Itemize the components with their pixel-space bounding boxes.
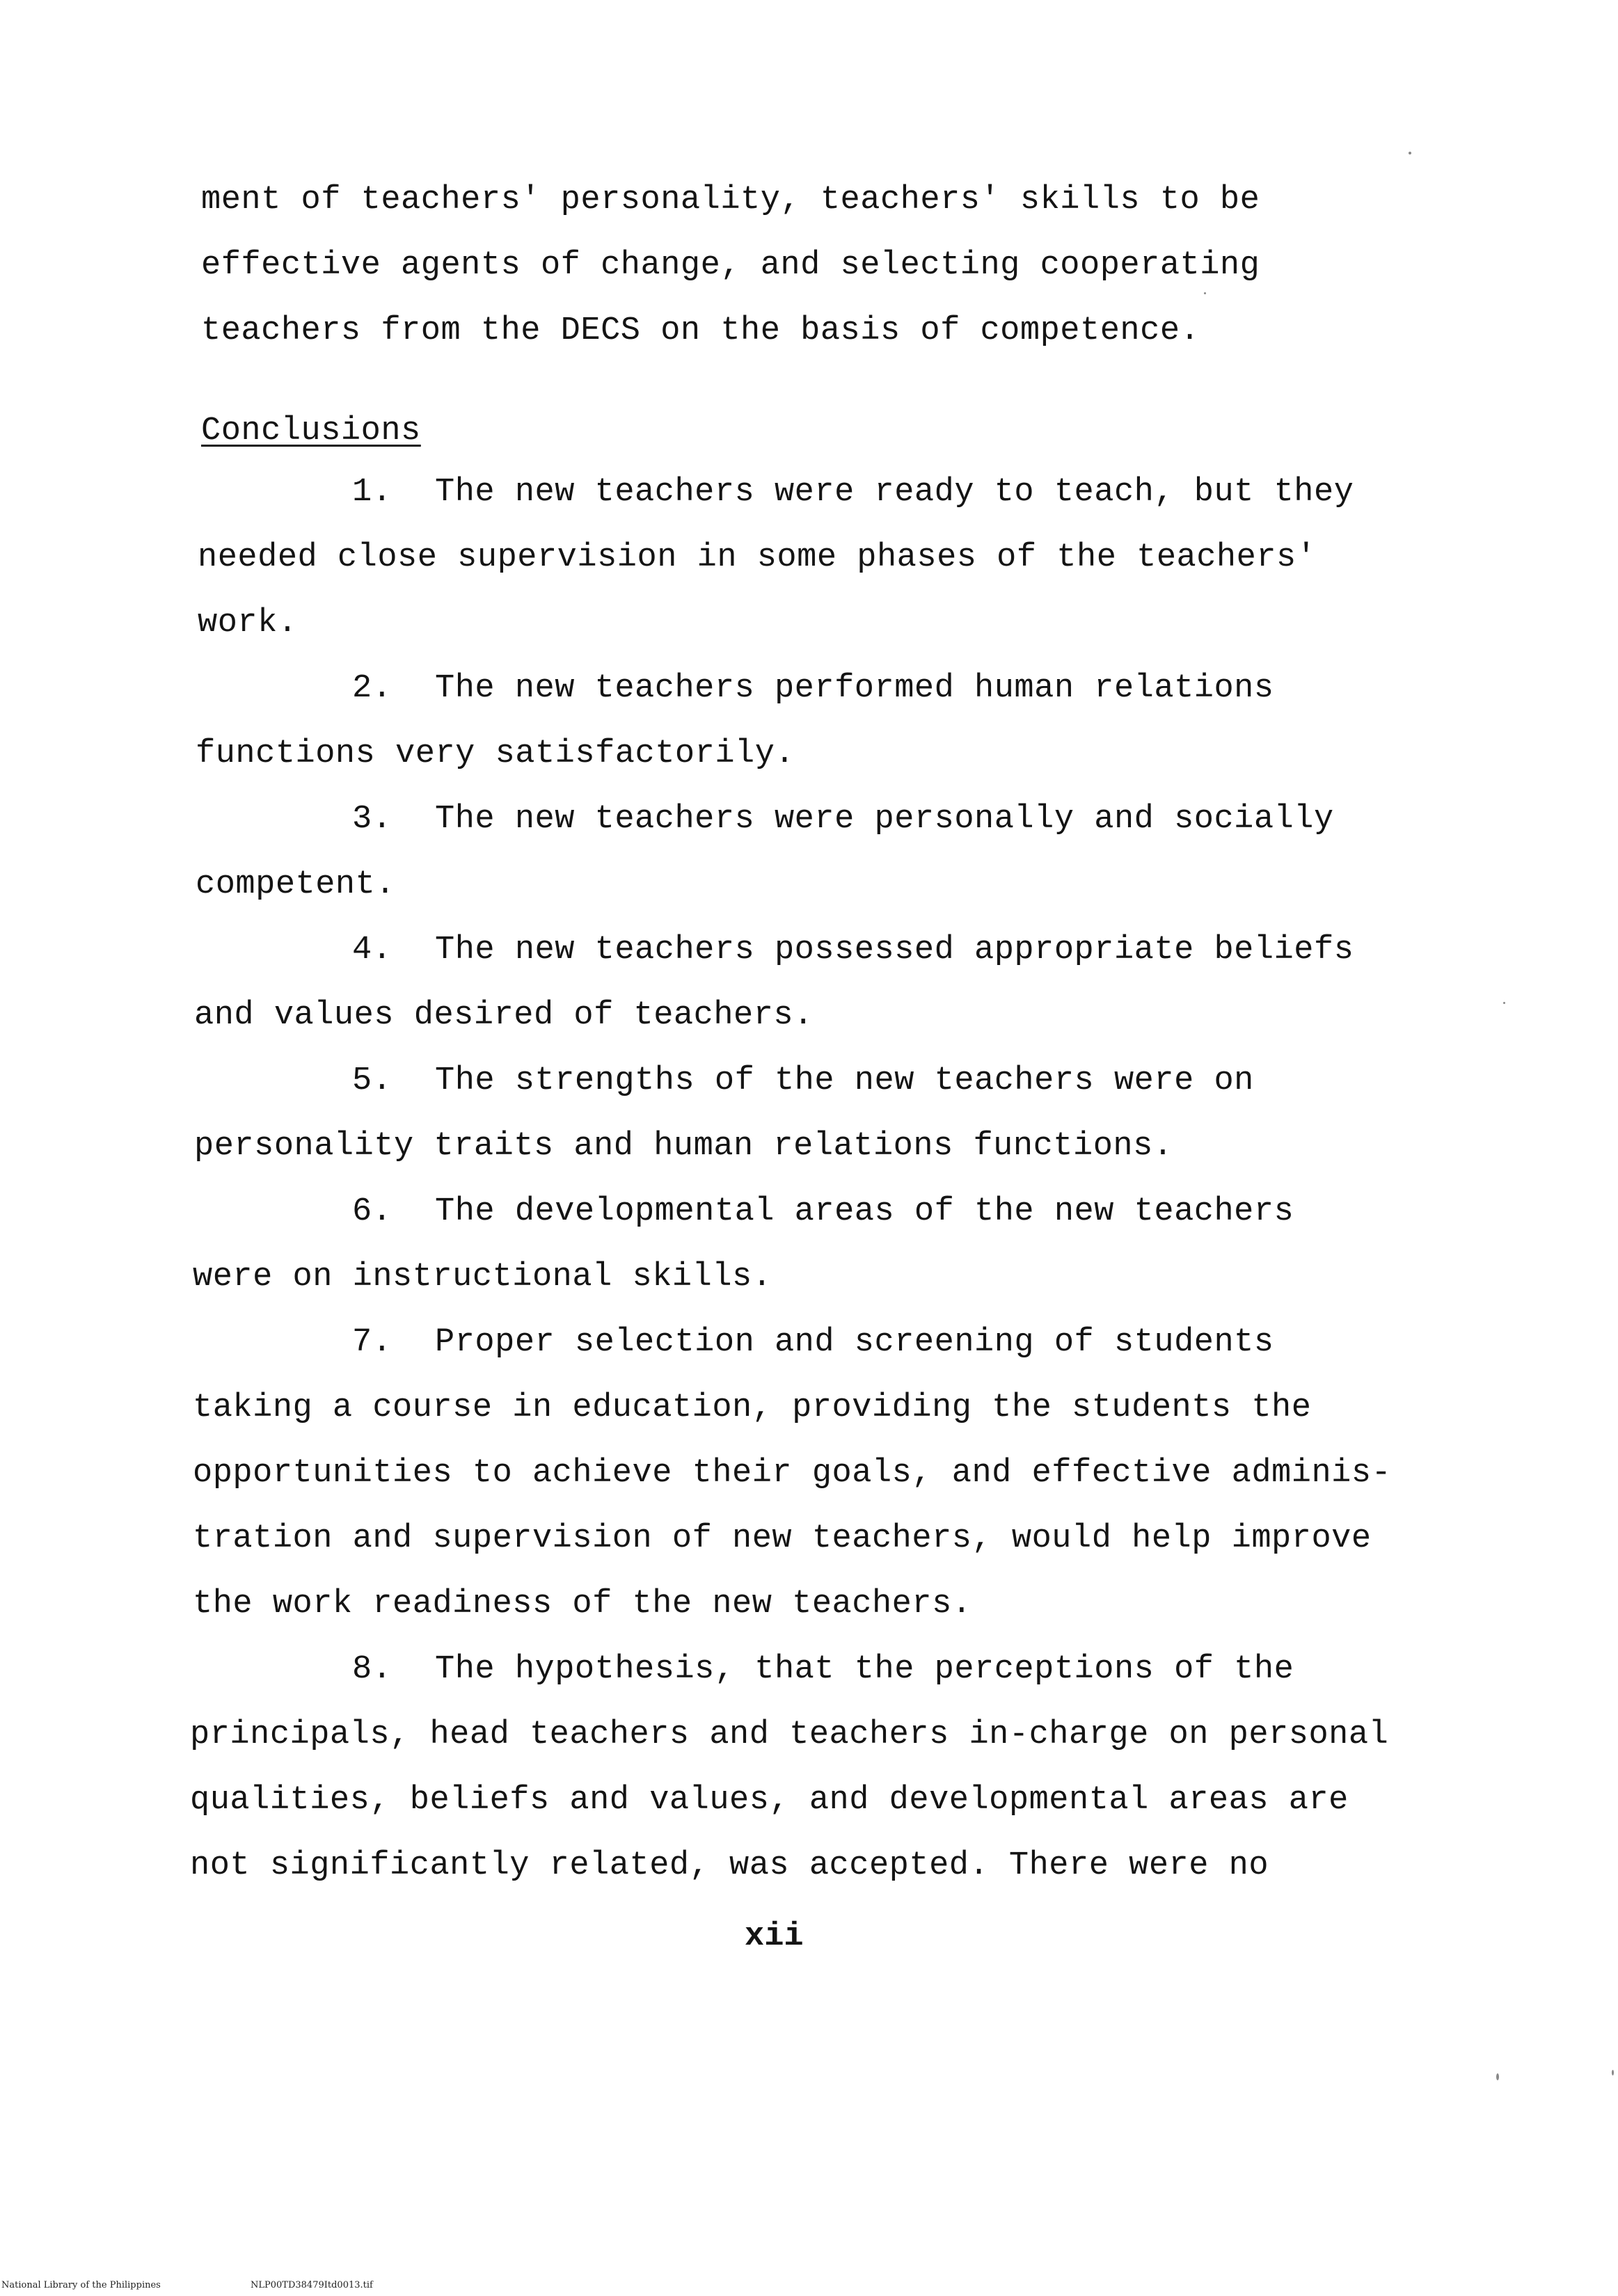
list-number: 1. (352, 474, 392, 511)
text-line: effective agents of change, and selecting cooperating (201, 247, 1260, 284)
list-number: 7. (352, 1324, 392, 1361)
text-line: qualities, beliefs and values, and developmental areas are (190, 1782, 1349, 1819)
text-line: needed close supervision in some phases of the teachers' (198, 539, 1317, 576)
list-number: 6. (352, 1193, 392, 1230)
list-number: 4. (352, 932, 392, 968)
text-line: The new teachers performed human relations (435, 670, 1274, 707)
scan-speck (1503, 1002, 1505, 1004)
footer-file-id: NLP00TD38479Itd0013.tif (251, 2280, 373, 2290)
text-line: competent. (196, 866, 396, 903)
text-line: taking a course in education, providing the students the (193, 1389, 1312, 1426)
text-line: The new teachers possessed appropriate beliefs (435, 932, 1354, 968)
list-number: 2. (352, 670, 392, 707)
text-line: teachers from the DECS on the basis of competence. (201, 312, 1200, 349)
text-line: principals, head teachers and teachers in-charge on personal (190, 1716, 1389, 1753)
text-line: and values desired of teachers. (194, 997, 814, 1034)
text-line: Proper selection and screening of students (435, 1324, 1274, 1361)
text-line: The developmental areas of the new teachers (435, 1193, 1294, 1230)
page-number: xii (745, 1918, 804, 1955)
text-line: opportunities to achieve their goals, and effective adminis- (193, 1455, 1392, 1492)
text-line: functions very satisfactorily. (196, 735, 795, 772)
text-line: the work readiness of the new teachers. (193, 1586, 972, 1623)
list-number: 3. (352, 801, 392, 838)
text-line: ment of teachers' personality, teachers' skills to be (201, 182, 1260, 218)
section-heading: Conclusions (201, 413, 421, 449)
text-line: tration and supervision of new teachers, would help improve (193, 1520, 1372, 1557)
scan-speck (1409, 152, 1411, 154)
text-line: The hypothesis, that the perceptions of the (435, 1651, 1294, 1688)
text-line: work. (198, 605, 298, 641)
text-line: not significantly related, was accepted. There were no (190, 1847, 1269, 1884)
text-line: personality traits and human relations functions. (194, 1128, 1173, 1165)
text-line: The new teachers were personally and socially (435, 801, 1334, 838)
list-number: 8. (352, 1651, 392, 1688)
scan-speck (1612, 2070, 1614, 2075)
list-number: 5. (352, 1062, 392, 1099)
scan-speck (1496, 2073, 1499, 2080)
text-line: The new teachers were ready to teach, but they (435, 474, 1354, 511)
text-line: The strengths of the new teachers were on (435, 1062, 1254, 1099)
scan-speck (1204, 292, 1206, 294)
footer-library: National Library of the Philippines (1, 2280, 161, 2290)
text-line: were on instructional skills. (193, 1259, 772, 1296)
